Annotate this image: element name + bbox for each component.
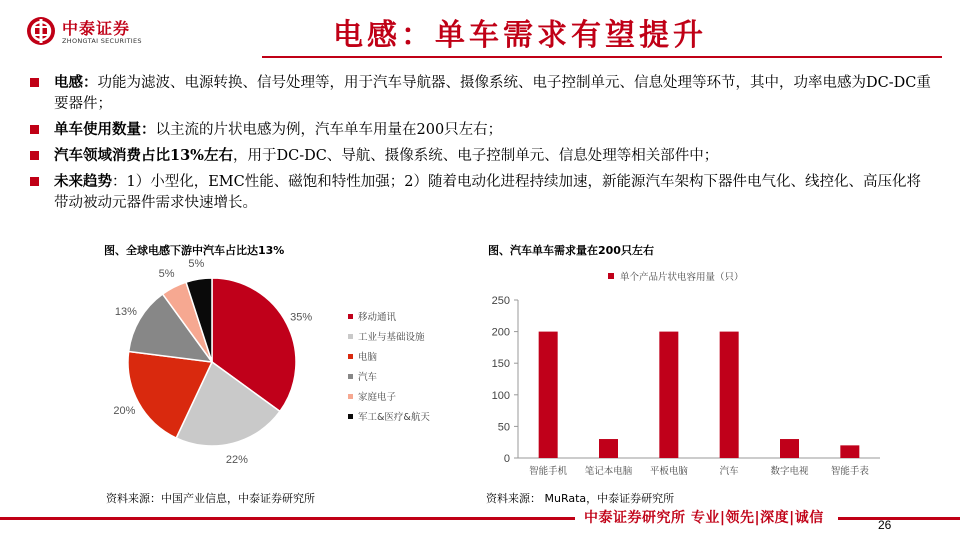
pie-value-label: 5%: [188, 258, 205, 271]
pie-chart-title: 图、全球电感下游中汽车占比达13%: [104, 244, 285, 257]
legend-label: 电脑: [358, 352, 378, 363]
pie-value-label: 20%: [113, 405, 136, 418]
bullet-item: [30, 145, 935, 167]
y-tick-label: 50: [497, 421, 510, 434]
y-tick-label: 150: [491, 358, 510, 371]
bar: [539, 332, 558, 458]
bullet-text: ：1）小型化，EMC性能、磁饱和特性加强；2）随着电动化进程持续加速，新能源汽车架构下器件电气化、线控化、高压化将带动被动元器件需求快速增长。: [54, 174, 921, 211]
pie-chart-source: 资料来源：中国产业信息，中泰证券研究所: [106, 492, 315, 505]
legend-swatch: [348, 414, 353, 419]
legend-swatch: [348, 334, 353, 339]
bar: [720, 332, 739, 458]
pie-value-label: 35%: [290, 311, 313, 324]
logo-name-cn: 中泰证券: [62, 19, 131, 38]
legend-label: 军工&医疗&航天: [358, 412, 430, 423]
legend-label: 工业与基础设施: [358, 332, 425, 343]
x-tick-label: 平板电脑: [649, 466, 688, 477]
legend-label: 移动通讯: [358, 312, 397, 323]
y-tick-label: 100: [491, 389, 510, 402]
logo-name-en: ZHONGTAI SECURITIES: [62, 37, 142, 45]
pie-value-label: 5%: [158, 267, 175, 280]
legend-swatch: [348, 394, 353, 399]
legend-swatch: [348, 354, 353, 359]
pie-value-label: 22%: [225, 453, 248, 466]
legend-swatch: [608, 273, 614, 279]
bullet-item: [30, 72, 935, 115]
pie-chart: [90, 258, 470, 487]
x-tick-label: 智能手机: [529, 466, 568, 477]
bullet-square-icon: [30, 177, 39, 186]
legend-label: 单个产品片状电容用量（只）: [620, 272, 744, 283]
x-tick-label: 智能手表: [830, 466, 869, 477]
legend-label: 汽车: [358, 372, 378, 383]
company-logo: [26, 14, 176, 52]
footer-rule-left: [0, 517, 575, 520]
bullet-heading: 电感：: [54, 74, 98, 91]
bar: [840, 445, 859, 458]
legend-label: 家庭电子: [358, 392, 397, 403]
bar: [659, 332, 678, 458]
bar: [599, 439, 618, 458]
bullet-heading: 汽车领域消费占比13%左右: [54, 147, 233, 164]
legend-swatch: [348, 374, 353, 379]
bullet-text: 功能为滤波、电源转换、信号处理等，用于汽车导航器、摄像系统、电子控制单元、信息处理等环节，其中，功率电感为DC-DC重要器件；: [54, 75, 931, 112]
bullet-item: [30, 119, 935, 141]
bullet-square-icon: [30, 78, 39, 87]
footer-slogan: 中泰证券研究所 专业|领先|深度|诚信: [584, 510, 824, 526]
bullet-heading: 未来趋势: [54, 173, 112, 190]
x-tick-label: 汽车: [719, 466, 739, 477]
page-title: 电感：单车需求有望提升: [333, 18, 707, 53]
bar-chart-source: 资料来源： MuRata，中泰证券研究所: [486, 492, 675, 505]
pie-value-label: 13%: [114, 306, 137, 319]
bullet-heading: 单车使用数量：: [54, 121, 156, 138]
bullet-text: 以主流的片状电感为例，汽车单车用量在200只左右；: [155, 122, 503, 138]
title-divider: [262, 56, 942, 58]
bullet-square-icon: [30, 151, 39, 160]
x-tick-label: 笔记本电脑: [584, 466, 633, 477]
page-number: 26: [878, 518, 892, 532]
footer-rule-right: [838, 517, 960, 520]
bar-chart-title: 图、汽车单车需求量在200只左右: [488, 244, 654, 257]
y-tick-label: 200: [491, 326, 510, 339]
x-tick-label: 数字电视: [770, 466, 809, 477]
y-tick-label: 0: [503, 453, 510, 465]
y-tick-label: 250: [491, 295, 510, 307]
bullet-item: [30, 171, 935, 214]
bar: [780, 439, 799, 458]
bullet-text: ，用于DC-DC、导航、摄像系统、电子控制单元、信息处理等相关部件中；: [232, 148, 719, 164]
bullet-list: [30, 72, 935, 218]
legend-swatch: [348, 314, 353, 319]
bullet-square-icon: [30, 125, 39, 134]
bar-chart: [470, 262, 890, 487]
logo-mark-icon: [26, 16, 56, 46]
